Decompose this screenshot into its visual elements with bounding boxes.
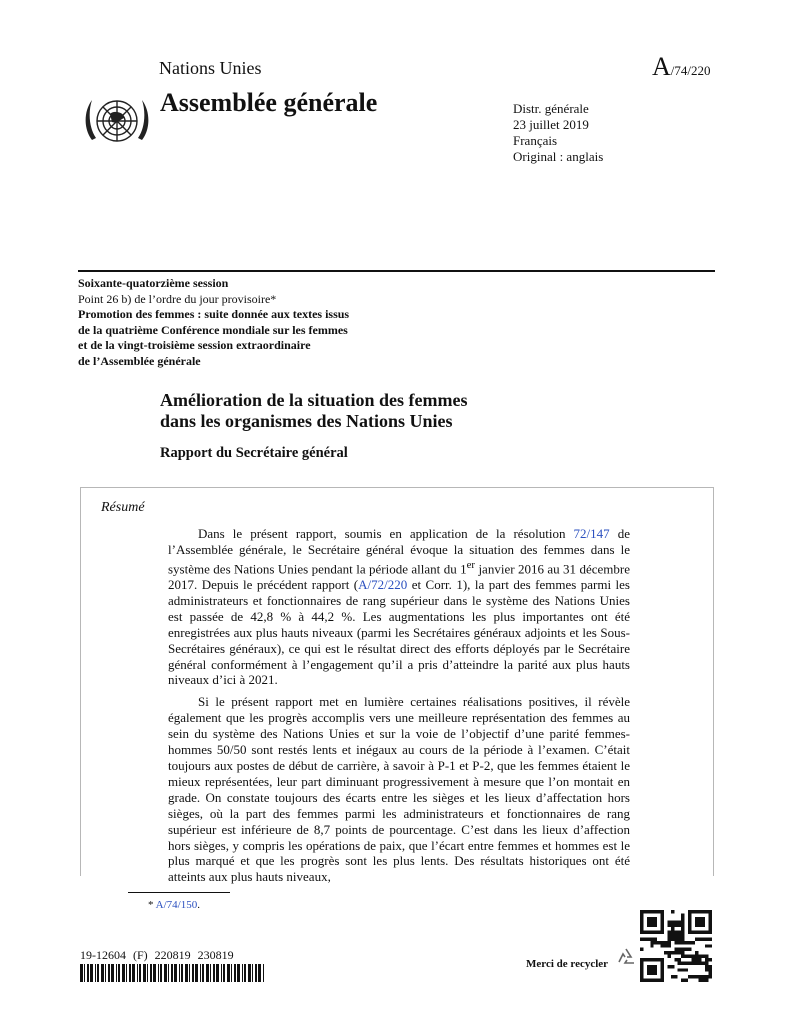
header-divider [78, 270, 715, 272]
report-title [160, 390, 467, 432]
agenda-title-4: de l’Assemblée générale [78, 353, 201, 368]
symbol-prefix: A [652, 52, 671, 81]
report-subtitle: Rapport du Secrétaire général [160, 445, 348, 461]
footnote-marker: * [148, 899, 156, 911]
resolution-link[interactable]: 72/147 [573, 526, 610, 541]
summary-p1-part-a: Dans le présent rapport, soumis en application de la résolution [198, 526, 574, 541]
distribution-language: Français [513, 133, 558, 148]
barcode-icon [80, 964, 265, 982]
summary-heading: Résumé [101, 500, 145, 515]
summary-text [168, 526, 630, 891]
document-symbol [652, 52, 711, 82]
recycle-label: Merci de recycler [526, 958, 609, 970]
qr-code-icon [640, 910, 712, 982]
document-number: 19-12604 (F) 220819 230819 [80, 948, 234, 962]
summary-paragraph-2: Si le présent rapport met en lumière certaines réalisations positives, il révèle également que les progrès accomplis vers une meilleure représentation des femmes au sein du système des Nations Unies et sur la voie de l’objectif d’une parité femmes-hommes 50/50 sont restés lents et inégaux au cours de la période à l’examen. C’était toujours aux postes de début de carrière, à savoir à P-1 et P-2, que les femmes étaient le mieux représentées, leur part diminuant progressivement à mesure que l’on montait en grade. On constate toujours des écarts entre les sièges et les lieux d’affectation hors sièges, où la part des femmes parmi les administrateurs et fonctionnaires de rang supérieur est inférieure de 8,7 points de pourcentage. C’est dans les lieux d’affection hors sièges, y compris les opérations de paix, que l’écart entre femmes et hommes est le plus marqué et que les progrès sont les plus lents. Des résultats historiques ont été atteints aux plus hauts niveaux, [168, 694, 630, 885]
report-title-line-2: dans les organismes des Nations Unies [160, 411, 453, 431]
agenda-item: Point 26 b) de l’ordre du jour provisoire* [78, 291, 277, 306]
summary-p1-part-d: et Corr. 1), la part des femmes parmi les administrateurs et fonctionnaires de rang supérieur dans le système des Nations Unies est passée de 42,8 % à 44,2 %. Les augmentations les plus importantes ont été enregistrées aux plus hauts niveaux (parmi les Secrétaires généraux adjoints et les Sous-Secrétaires généraux), ce qui est le résultat direct des efforts déployés par le Secrétaire général conformément à l’engagement qu’il a pris d’atteindre la parité aux plus hauts niveaux d’ici à 2021. [168, 577, 630, 688]
footnote-link[interactable]: A/74/150 [155, 899, 198, 911]
summary-paragraph-1 [168, 526, 630, 688]
recycle-icon [614, 946, 638, 970]
agenda-title-3: et de la vingt-troisième session extraordinaire [78, 338, 311, 353]
footnote-end: . [197, 899, 200, 911]
distribution-original: Original : anglais [513, 149, 604, 164]
footnote-divider [128, 892, 230, 893]
summary-p1-part-b: de l’Assemblée générale, le Secrétaire général évoque la situation des femmes dans le système des Nations Unies pendant la période allant du 1 [168, 526, 630, 577]
symbol-suffix: /74/220 [670, 63, 711, 78]
un-emblem-icon [80, 90, 154, 152]
superscript-er: er [466, 558, 476, 571]
agenda-title-1: Promotion des femmes : suite donnée aux textes issus [78, 307, 350, 322]
session-block [78, 276, 349, 370]
distribution-block [513, 101, 603, 165]
summary-p1-part-c: janvier 2016 au 31 décembre 2017. Depuis le précédent rapport ( [168, 561, 630, 593]
distribution-date: 23 juillet 2019 [513, 117, 589, 132]
report-title-line-1: Amélioration de la situation des femmes [160, 390, 468, 410]
session-title: Soixante-quatorzième session [78, 276, 229, 290]
agenda-title-2: de la quatrième Conférence mondiale sur les femmes [78, 322, 348, 337]
footnote [148, 899, 200, 911]
previous-report-link[interactable]: A/72/220 [358, 577, 408, 593]
assembly-name: Assemblée générale [160, 88, 378, 117]
distribution-type: Distr. générale [513, 101, 589, 116]
organization-name: Nations Unies [159, 58, 262, 78]
